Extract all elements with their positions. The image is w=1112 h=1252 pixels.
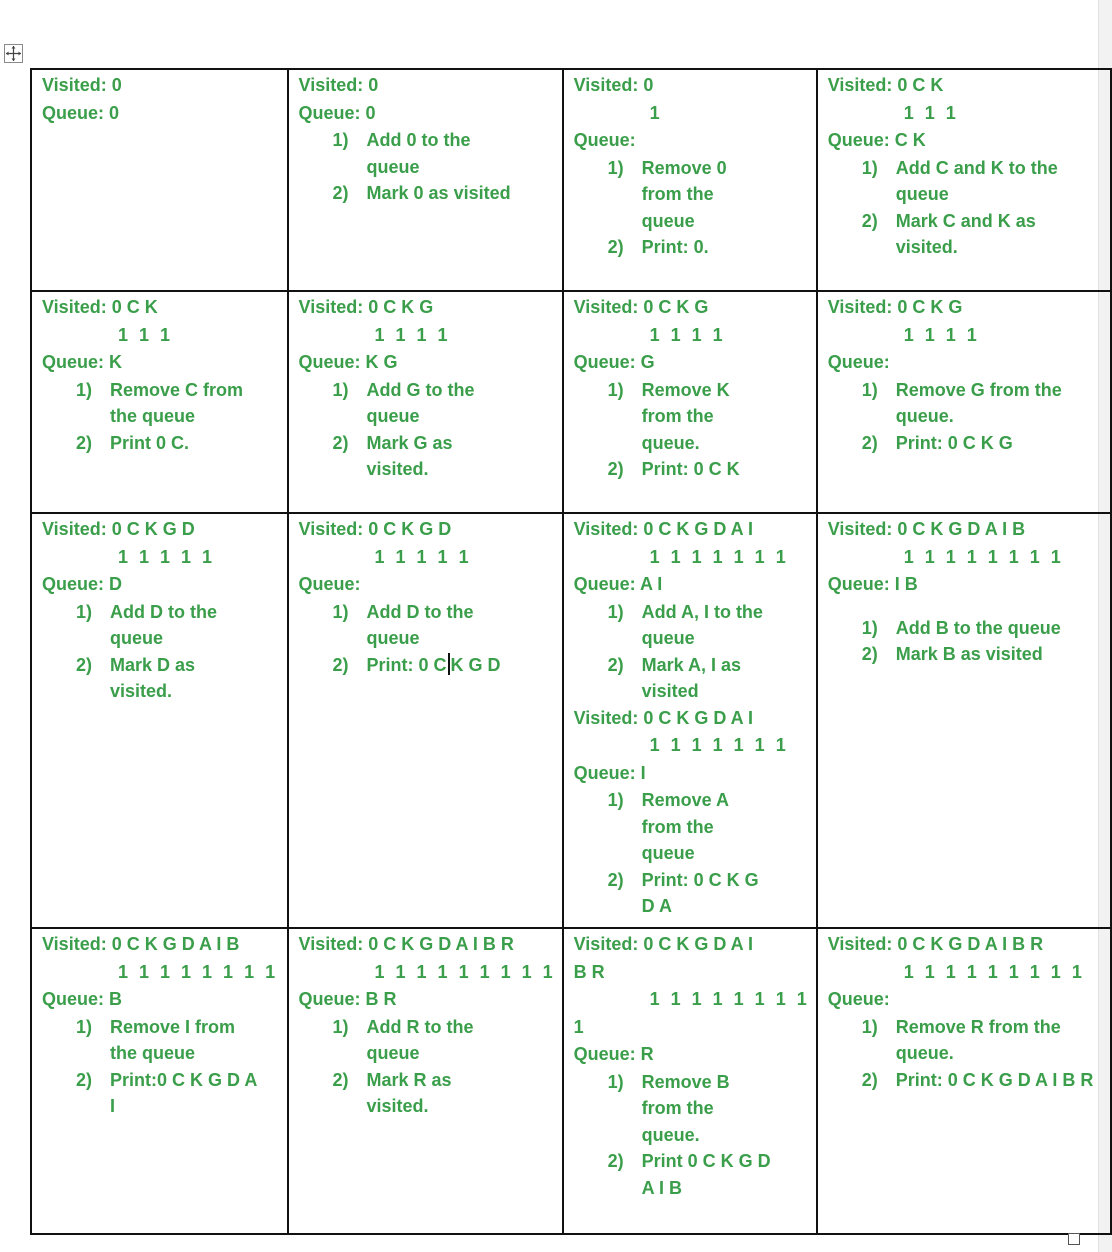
queue-line: Queue: G	[573, 352, 655, 372]
step-text: Remove 0	[641, 157, 727, 178]
step-list	[42, 377, 281, 457]
step-text: Print 0 C K G D	[641, 1151, 771, 1171]
list-item	[574, 652, 810, 705]
table-row	[31, 513, 1111, 928]
visited-bits: 1 1 1 1 1 1 1	[649, 546, 789, 567]
visited-line: Visited: 0 C K G D A I B	[42, 934, 240, 954]
visited-bits: 1 1 1 1 1 1 1	[649, 735, 789, 755]
step-list	[299, 127, 556, 207]
visited-line: Visited: 0 C K G D A I	[573, 519, 753, 539]
table-cell[interactable]	[817, 513, 1111, 928]
bfs-trace-table	[30, 68, 1112, 1235]
visited-line: Visited: 0 C K G D A I B R	[827, 934, 1044, 954]
list-item	[42, 1067, 281, 1120]
list-item	[574, 234, 810, 261]
table-row	[31, 69, 1111, 291]
step-list	[574, 787, 810, 920]
visited-bits: 1 1 1 1 1 1 1 1	[118, 961, 279, 982]
step-list	[574, 1069, 810, 1202]
table-cell[interactable]	[31, 513, 288, 928]
step-list	[828, 1014, 1104, 1094]
step-text-cont: D A	[641, 896, 672, 916]
list-item	[299, 430, 556, 483]
step-text: Mark R as	[366, 1069, 452, 1090]
step-text-cont: I	[110, 1096, 116, 1116]
step-text-cont: the queue	[110, 406, 196, 426]
step-text: K G D	[450, 654, 501, 675]
visited-bits: 1 1 1 1	[903, 324, 980, 345]
queue-line: Queue: B R	[298, 989, 397, 1009]
step-text-cont: queue	[366, 156, 420, 177]
step-text-cont: queue	[366, 406, 420, 426]
queue-line: Queue: I	[573, 762, 646, 783]
step-list	[828, 377, 1104, 457]
list-item	[828, 430, 1104, 457]
list-marker: 1)	[332, 379, 349, 400]
list-item	[299, 1067, 556, 1120]
step-text: Print:0 C K G D A	[110, 1069, 258, 1090]
step-text-cont: queue	[641, 843, 695, 863]
visited-line: Visited: 0 C K	[827, 75, 944, 95]
visited-bits-cont: 1	[573, 1016, 584, 1037]
step-text: Remove A	[641, 790, 729, 810]
list-item	[574, 599, 810, 652]
table-row	[31, 291, 1111, 513]
step-text-cont: visited.	[895, 237, 958, 257]
visited-bits: 1 1 1	[903, 102, 959, 123]
list-item	[42, 652, 281, 705]
visited-bits: 1 1 1 1 1	[374, 546, 472, 567]
step-text: Add D to the	[366, 601, 474, 622]
table-cell[interactable]	[563, 291, 817, 513]
step-text-cont: queue	[110, 628, 164, 648]
step-list	[299, 377, 556, 483]
list-item	[828, 208, 1104, 261]
list-marker: 1)	[861, 1016, 878, 1037]
step-list	[42, 599, 281, 705]
list-marker: 1)	[76, 1016, 93, 1037]
table-cell[interactable]	[31, 69, 288, 291]
step-text: Print: 0.	[641, 237, 709, 257]
visited-line: Visited: 0 C K G D A I	[573, 934, 753, 954]
step-text: Mark G as	[366, 432, 453, 453]
table-cell[interactable]	[563, 513, 817, 928]
queue-line: Queue: 0	[298, 102, 376, 123]
step-text: Mark 0 as visited	[366, 183, 511, 203]
step-text: Mark D as	[110, 654, 196, 675]
list-marker: 1)	[332, 601, 349, 622]
step-text-cont: visited.	[366, 1096, 429, 1116]
list-marker: 1)	[607, 379, 624, 400]
step-list	[299, 1014, 556, 1120]
step-list	[828, 155, 1104, 261]
step-text-cont: visited	[641, 681, 699, 701]
step-text: Remove G from the	[895, 379, 1062, 400]
list-marker: 1)	[861, 157, 878, 178]
step-text-cont: A I B	[641, 1177, 682, 1198]
table-cell[interactable]	[288, 928, 563, 1234]
visited-bits: 1 1 1 1	[374, 324, 451, 345]
queue-line: Queue: I B	[827, 574, 918, 594]
queue-line: Queue: C K	[827, 130, 926, 150]
list-marker: 2)	[332, 654, 349, 675]
step-text-cont: queue.	[895, 406, 954, 426]
list-item	[828, 615, 1104, 642]
visited-line: Visited: 0 C K G D A I B R	[298, 934, 514, 954]
step-text: Remove K	[641, 379, 730, 400]
list-item	[574, 787, 810, 867]
list-item	[299, 1014, 556, 1067]
list-item	[299, 127, 556, 180]
list-marker: 2)	[76, 654, 93, 675]
step-text-cont: the queue	[110, 1043, 196, 1063]
queue-line: Queue:	[573, 130, 636, 150]
step-text: Add D to the	[110, 601, 217, 622]
step-text-cont: from the	[641, 406, 714, 426]
queue-line: Queue:	[298, 574, 361, 594]
list-item	[828, 155, 1104, 208]
list-item	[574, 377, 810, 457]
list-marker: 2)	[861, 644, 878, 664]
step-text: Remove I from	[110, 1016, 236, 1037]
list-marker: 1)	[861, 617, 878, 638]
queue-line: Queue: K	[42, 352, 123, 372]
list-item	[828, 641, 1104, 668]
step-text-cont: queue.	[641, 432, 700, 453]
list-item	[828, 377, 1104, 430]
list-marker: 1)	[607, 601, 624, 622]
step-text: Add B to the queue	[895, 617, 1061, 638]
list-item	[42, 599, 281, 652]
visited-line: Visited: 0 C K G	[573, 297, 709, 317]
list-marker: 1)	[607, 157, 624, 178]
visited-bits: 1 1 1 1	[649, 324, 726, 345]
table-move-handle[interactable]	[4, 44, 23, 63]
spacer	[828, 599, 1104, 615]
list-marker: 1)	[607, 1071, 624, 1092]
visited-line: Visited: 0	[573, 75, 654, 95]
list-marker: 2)	[607, 237, 624, 257]
table-resize-handle[interactable]	[1068, 1233, 1080, 1245]
visited-bits: 1 1 1 1 1 1 1 1	[903, 546, 1064, 567]
visited-line: Visited: 0 C K G	[298, 297, 434, 317]
table-cell[interactable]	[31, 291, 288, 513]
list-marker: 2)	[607, 459, 624, 479]
step-text: Print: 0 C K	[641, 459, 740, 479]
queue-line: Queue:	[827, 352, 890, 372]
step-list	[828, 615, 1104, 668]
visited-bits: 1	[649, 102, 663, 123]
visited-bits: 1 1 1	[118, 324, 174, 345]
step-text-cont: visited.	[366, 459, 429, 479]
step-text-cont: visited.	[110, 681, 173, 701]
list-marker: 2)	[861, 210, 878, 231]
visited-line-cont: B R	[573, 961, 605, 982]
list-marker: 2)	[861, 1069, 878, 1090]
list-item	[828, 1067, 1104, 1094]
step-text: Add C and K to the	[895, 157, 1058, 178]
list-item	[574, 456, 810, 483]
list-item	[299, 377, 556, 430]
list-marker: 1)	[332, 130, 349, 150]
list-marker: 1)	[76, 379, 93, 400]
step-text: Print: 0 C	[366, 654, 447, 675]
step-list	[42, 1014, 281, 1120]
list-marker: 1)	[332, 1016, 349, 1037]
move-arrows-icon	[5, 45, 22, 62]
step-text: Print: 0 C K G	[641, 869, 759, 890]
list-marker: 1)	[76, 601, 93, 622]
table-row	[31, 928, 1111, 1234]
step-list	[574, 377, 810, 483]
visited-line: Visited: 0 C K G D A I B	[827, 519, 1026, 539]
table-cell[interactable]	[288, 291, 563, 513]
step-text-cont: queue	[641, 210, 695, 231]
table-cell[interactable]	[563, 69, 817, 291]
list-item	[574, 155, 810, 235]
step-list	[574, 155, 810, 261]
step-text: Remove C from	[110, 379, 244, 400]
list-marker: 2)	[607, 654, 624, 675]
step-list	[299, 599, 556, 679]
list-item	[42, 430, 281, 457]
visited-bits: 1 1 1 1 1 1 1 1	[649, 989, 810, 1009]
list-item	[574, 867, 810, 920]
list-item	[299, 180, 556, 207]
list-marker: 2)	[76, 432, 93, 453]
step-text-cont: queue	[366, 1043, 420, 1063]
visited-line: Visited: 0	[298, 75, 379, 95]
visited-bits: 1 1 1 1 1 1 1 1 1	[374, 961, 556, 982]
list-marker: 2)	[607, 869, 624, 890]
step-text: Add A, I to the	[641, 601, 763, 622]
queue-line: Queue: D	[42, 574, 123, 594]
step-text: Print 0 C.	[110, 432, 190, 453]
table-cell[interactable]	[563, 928, 817, 1234]
step-text: Add R to the	[366, 1016, 474, 1037]
visited-line: Visited: 0 C K G D	[298, 519, 452, 539]
list-marker: 1)	[607, 790, 624, 810]
step-text: Add G to the	[366, 379, 475, 400]
queue-line: Queue: K G	[298, 352, 398, 372]
step-text: Mark B as visited	[895, 644, 1043, 664]
queue-line: Queue:	[827, 989, 890, 1009]
table-cell[interactable]	[817, 69, 1111, 291]
visited-line: Visited: 0 C K G D	[42, 519, 195, 539]
list-item	[574, 1069, 810, 1149]
step-text-cont: from the	[641, 816, 714, 837]
visited-bits: 1 1 1 1 1	[118, 546, 216, 567]
table-cell[interactable]	[31, 928, 288, 1234]
list-marker: 2)	[607, 1151, 624, 1171]
visited-line: Visited: 0 C K G D A I	[573, 707, 753, 728]
step-text: Mark A, I as	[641, 654, 742, 675]
queue-line: Queue: 0	[42, 102, 120, 123]
step-text: Mark C and K as	[895, 210, 1036, 231]
visited-line: Visited: 0 C K G	[827, 297, 963, 317]
queue-line: Queue: B	[42, 989, 123, 1009]
table-cell[interactable]	[288, 69, 563, 291]
list-marker: 2)	[332, 1069, 349, 1090]
list-item	[299, 652, 556, 679]
list-marker: 2)	[332, 432, 349, 453]
list-marker: 2)	[332, 183, 349, 203]
step-text-cont: queue.	[641, 1124, 700, 1145]
visited-bits: 1 1 1 1 1 1 1 1 1	[903, 961, 1085, 982]
table-cell[interactable]	[817, 928, 1111, 1234]
list-item	[42, 377, 281, 430]
text-cursor	[448, 653, 450, 675]
list-item	[574, 1148, 810, 1201]
table-cell[interactable]	[817, 291, 1111, 513]
queue-line: Queue: R	[573, 1044, 654, 1064]
step-text: Remove B	[641, 1071, 730, 1092]
table-cell[interactable]	[288, 513, 563, 928]
visited-line: Visited: 0	[42, 75, 122, 95]
list-item	[299, 599, 556, 652]
list-marker: 2)	[76, 1069, 93, 1090]
step-text-cont: queue	[366, 628, 420, 648]
queue-line: Queue: A I	[573, 574, 663, 594]
step-list	[574, 599, 810, 705]
step-text-cont: queue	[895, 184, 949, 204]
list-item	[42, 1014, 281, 1067]
step-text: Remove R from the	[895, 1016, 1061, 1037]
step-text-cont: from the	[641, 184, 714, 204]
step-text-cont: from the	[641, 1098, 714, 1118]
step-text: Print: 0 C K G	[895, 432, 1013, 453]
step-text: Add 0 to the	[366, 130, 471, 150]
list-marker: 1)	[861, 379, 878, 400]
list-marker: 2)	[861, 432, 878, 453]
step-text: Print: 0 C K G D A I B R	[895, 1069, 1094, 1090]
visited-line: Visited: 0 C K	[42, 297, 158, 317]
step-text-cont: queue.	[895, 1043, 954, 1063]
step-text-cont: queue	[641, 628, 695, 648]
list-item	[828, 1014, 1104, 1067]
